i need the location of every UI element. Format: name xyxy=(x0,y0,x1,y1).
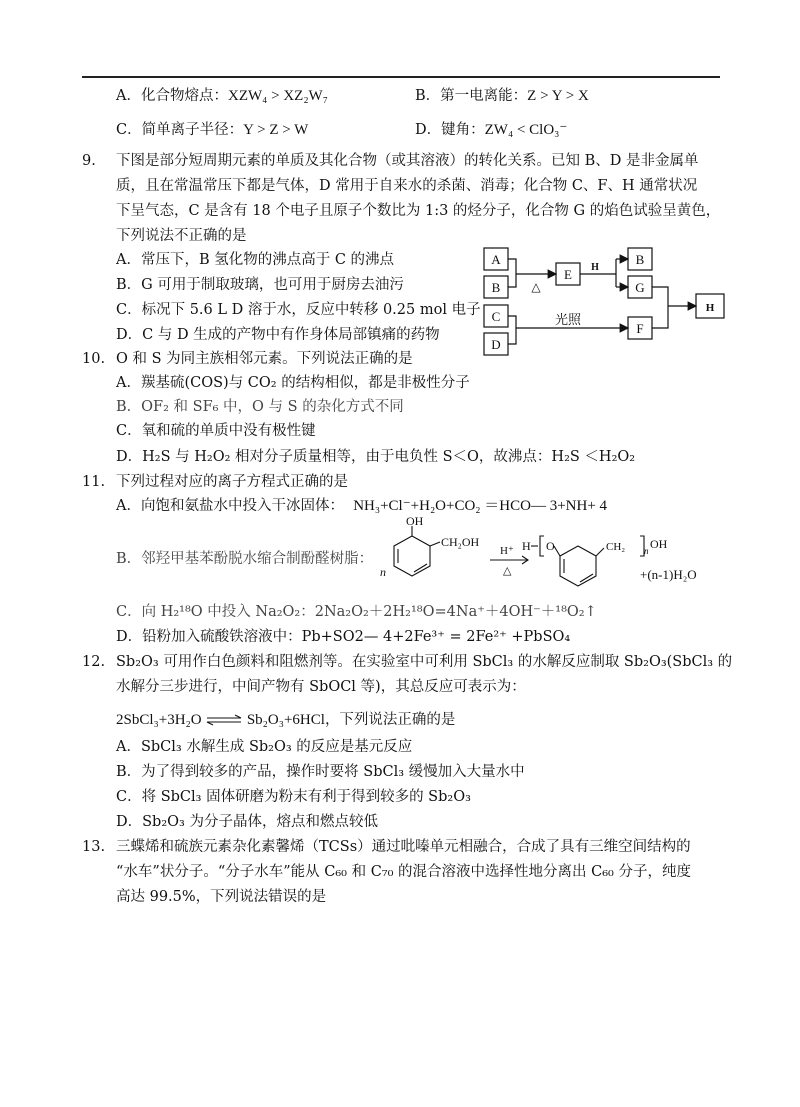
q9-conversion-diagram xyxy=(478,244,730,358)
reactant-oh: OH xyxy=(406,516,424,528)
reactant-ch2oh: CH₂OH xyxy=(441,535,480,549)
q12-option-c: C．将 SbCl₃ 固体研磨为粉末有利于得到较多的 Sb₂O₃ xyxy=(116,789,471,805)
product-o: O xyxy=(546,539,555,553)
diagram-label-a: A xyxy=(491,252,501,267)
diagram-heat-symbol: △ xyxy=(531,280,541,294)
q10-option-b: B．OF₂ 和 SF₆ 中，O 与 S 的杂化方式不同 xyxy=(116,399,404,415)
diagram-label-g: G xyxy=(635,280,645,295)
product-ch2: CH₂ xyxy=(606,541,626,553)
q8-option-b xyxy=(415,86,589,106)
product-n: n xyxy=(644,546,649,556)
q9-stem-line-4: 下列说法不正确的是 xyxy=(116,228,247,244)
q13-line-1: 三蝶烯和硫族元素杂化素馨烯（TCSs）通过吡嗪单元相融合，合成了具有三维空间结构的 xyxy=(116,839,691,855)
q8-option-a-expr: XZW₄ > XZ₂W₇ xyxy=(227,88,328,104)
diagram-label-b-left: B xyxy=(491,280,501,295)
q12-equation-right: Sb₂O₃+6HCl xyxy=(246,712,325,728)
diagram-label-c: C xyxy=(491,309,501,324)
q12-option-b: B．为了得到较多的产品，操作时要将 SbCl₃ 缓慢加入大量水中 xyxy=(116,764,525,780)
q9-stem-line-2: 质，且在常温常压下都是气体，D 常用于自来水的杀菌、消毒；化合物 C、F、H 通常状况 xyxy=(116,178,698,194)
q12-equation xyxy=(116,710,455,730)
q9-option-d: D．C 与 D 生成的产物中有作身体局部镇痛的药物 xyxy=(116,327,440,343)
q8-option-b-expr: Z > Y > X xyxy=(527,88,589,104)
q11-stem: 下列过程对应的离子方程式正确的是 xyxy=(116,474,348,490)
diagram-label-d: D xyxy=(491,337,501,352)
q11-number: 11. xyxy=(82,474,106,490)
diagram-label-f: F xyxy=(636,321,644,336)
q8-option-c-label: C．简单离子半径： xyxy=(116,122,244,138)
q13-number: 13. xyxy=(82,839,106,855)
q9-number: 9. xyxy=(82,153,96,169)
product-water: +(n-1)H₂O xyxy=(640,567,697,582)
q11-option-b-label: B．邻羟甲基苯酚脱水缩合制酚醛树脂： xyxy=(116,551,374,567)
q10-option-d: D．H₂S 与 H₂O₂ 相对分子质量相等，由于电负性 S＜O，故沸点：H₂S ＜H₂O₂ xyxy=(116,449,636,465)
q9-stem-line-1: 下图是部分短周期元素的单质及其化合物（或其溶液）的转化关系。已知 B、D 是非金属单 xyxy=(116,153,699,169)
product-h: H xyxy=(522,539,531,553)
q13-line-2: “水车”状分子。“分子水车”能从 C₆₀ 和 C₇₀ 的混合溶液中选择性地分离出 C₆₀ 分子，纯度 xyxy=(116,864,691,880)
q11-option-a-expr: NH₃+Cl⁻+H₂O+CO₂ ＝HCO— 3+NH+ 4 xyxy=(353,498,608,514)
q11-option-a-label: A．向饱和氨盐水中投入干冰固体： xyxy=(116,498,344,514)
q13-line-3: 高达 99.5%，下列说法错误的是 xyxy=(116,889,327,905)
q11-option-c: C．向 H₂¹⁸O 中投入 Na₂O₂：2Na₂O₂＋2H₂¹⁸O=4Na⁺＋4OH⁻＋¹⁸O₂↑ xyxy=(116,604,597,620)
diagram-light-label: 光照 xyxy=(554,312,582,327)
q12-equation-tail: ，下列说法正确的是 xyxy=(324,712,456,728)
q10-option-c: C．氧和硫的单质中没有极性键 xyxy=(116,423,316,439)
q11-option-b-reaction xyxy=(378,516,718,596)
product-benzene-ring xyxy=(560,546,596,586)
q9-option-b: B．G 可用于制取玻璃，也可用于厨房去油污 xyxy=(116,277,404,293)
diagram-label-e: E xyxy=(564,267,572,282)
q8-option-a-label: A．化合物熔点： xyxy=(116,88,228,104)
q12-stem-line-1: Sb₂O₃ 可用作白色颜料和阻燃剂等。在实验室中可利用 SbCl₃ 的水解反应制取 Sb₂O₃(SbCl₃ 的 xyxy=(116,654,733,670)
reactant-benzene-ring xyxy=(394,536,430,576)
q12-option-a: A．SbCl₃ 水解生成 Sb₂O₃ 的反应是基元反应 xyxy=(116,739,413,755)
q12-stem-line-2: 水解分三步进行，中间产物有 SbOCl 等)，其总反应可表示为： xyxy=(116,679,526,695)
diagram-label-b-right: B xyxy=(635,252,645,267)
diagram-arrow-label-h: H xyxy=(591,262,599,273)
reaction-catalyst: H⁺ xyxy=(500,545,514,557)
q8-option-d-expr: ZW₄ < ClO₃⁻ xyxy=(484,122,568,138)
q9-option-a: A．常压下，B 氢化物的沸点高于 C 的沸点 xyxy=(116,252,395,268)
q8-option-a xyxy=(116,86,328,106)
q11-option-d: D．铅粉加入硫酸铁溶液中：Pb+SO2— 4+2Fe³⁺ = 2Fe²⁺ +PbSO₄ xyxy=(116,629,571,645)
top-rule xyxy=(82,76,720,78)
q12-number: 12. xyxy=(82,654,106,670)
diagram-label-h: H xyxy=(705,302,715,314)
reaction-heat: △ xyxy=(503,565,512,577)
q8-option-d xyxy=(415,120,567,140)
q11-option-a xyxy=(116,496,607,516)
reactant-coefficient: n xyxy=(380,565,386,579)
q12-option-d: D．Sb₂O₃ 为分子晶体，熔点和燃点较低 xyxy=(116,814,378,830)
q8-option-b-label: B．第一电离能： xyxy=(415,88,528,104)
q8-option-c xyxy=(116,120,308,140)
q10-number: 10. xyxy=(82,351,106,367)
q9-option-c: C．标况下 5.6 L D 溶于水，反应中转移 0.25 mol 电子 xyxy=(116,302,481,318)
product-oh: OH xyxy=(650,537,668,551)
q8-option-d-label: D．键角： xyxy=(415,122,485,138)
q10-option-a: A．羰基硫(COS)与 CO₂ 的结构相似，都是非极性分子 xyxy=(116,375,470,391)
equilibrium-arrows-icon xyxy=(206,714,242,726)
q8-option-c-expr: Y > Z > W xyxy=(243,122,309,138)
q12-equation-left: 2SbCl₃+3H₂O xyxy=(116,712,202,728)
q9-stem-line-3: 下呈气态，C 是含有 18 个电子且原子个数比为 1:3 的烃分子，化合物 G 的焰色试验呈黄色， xyxy=(116,203,721,219)
q10-stem: O 和 S 为同主族相邻元素。下列说法正确的是 xyxy=(116,351,413,367)
